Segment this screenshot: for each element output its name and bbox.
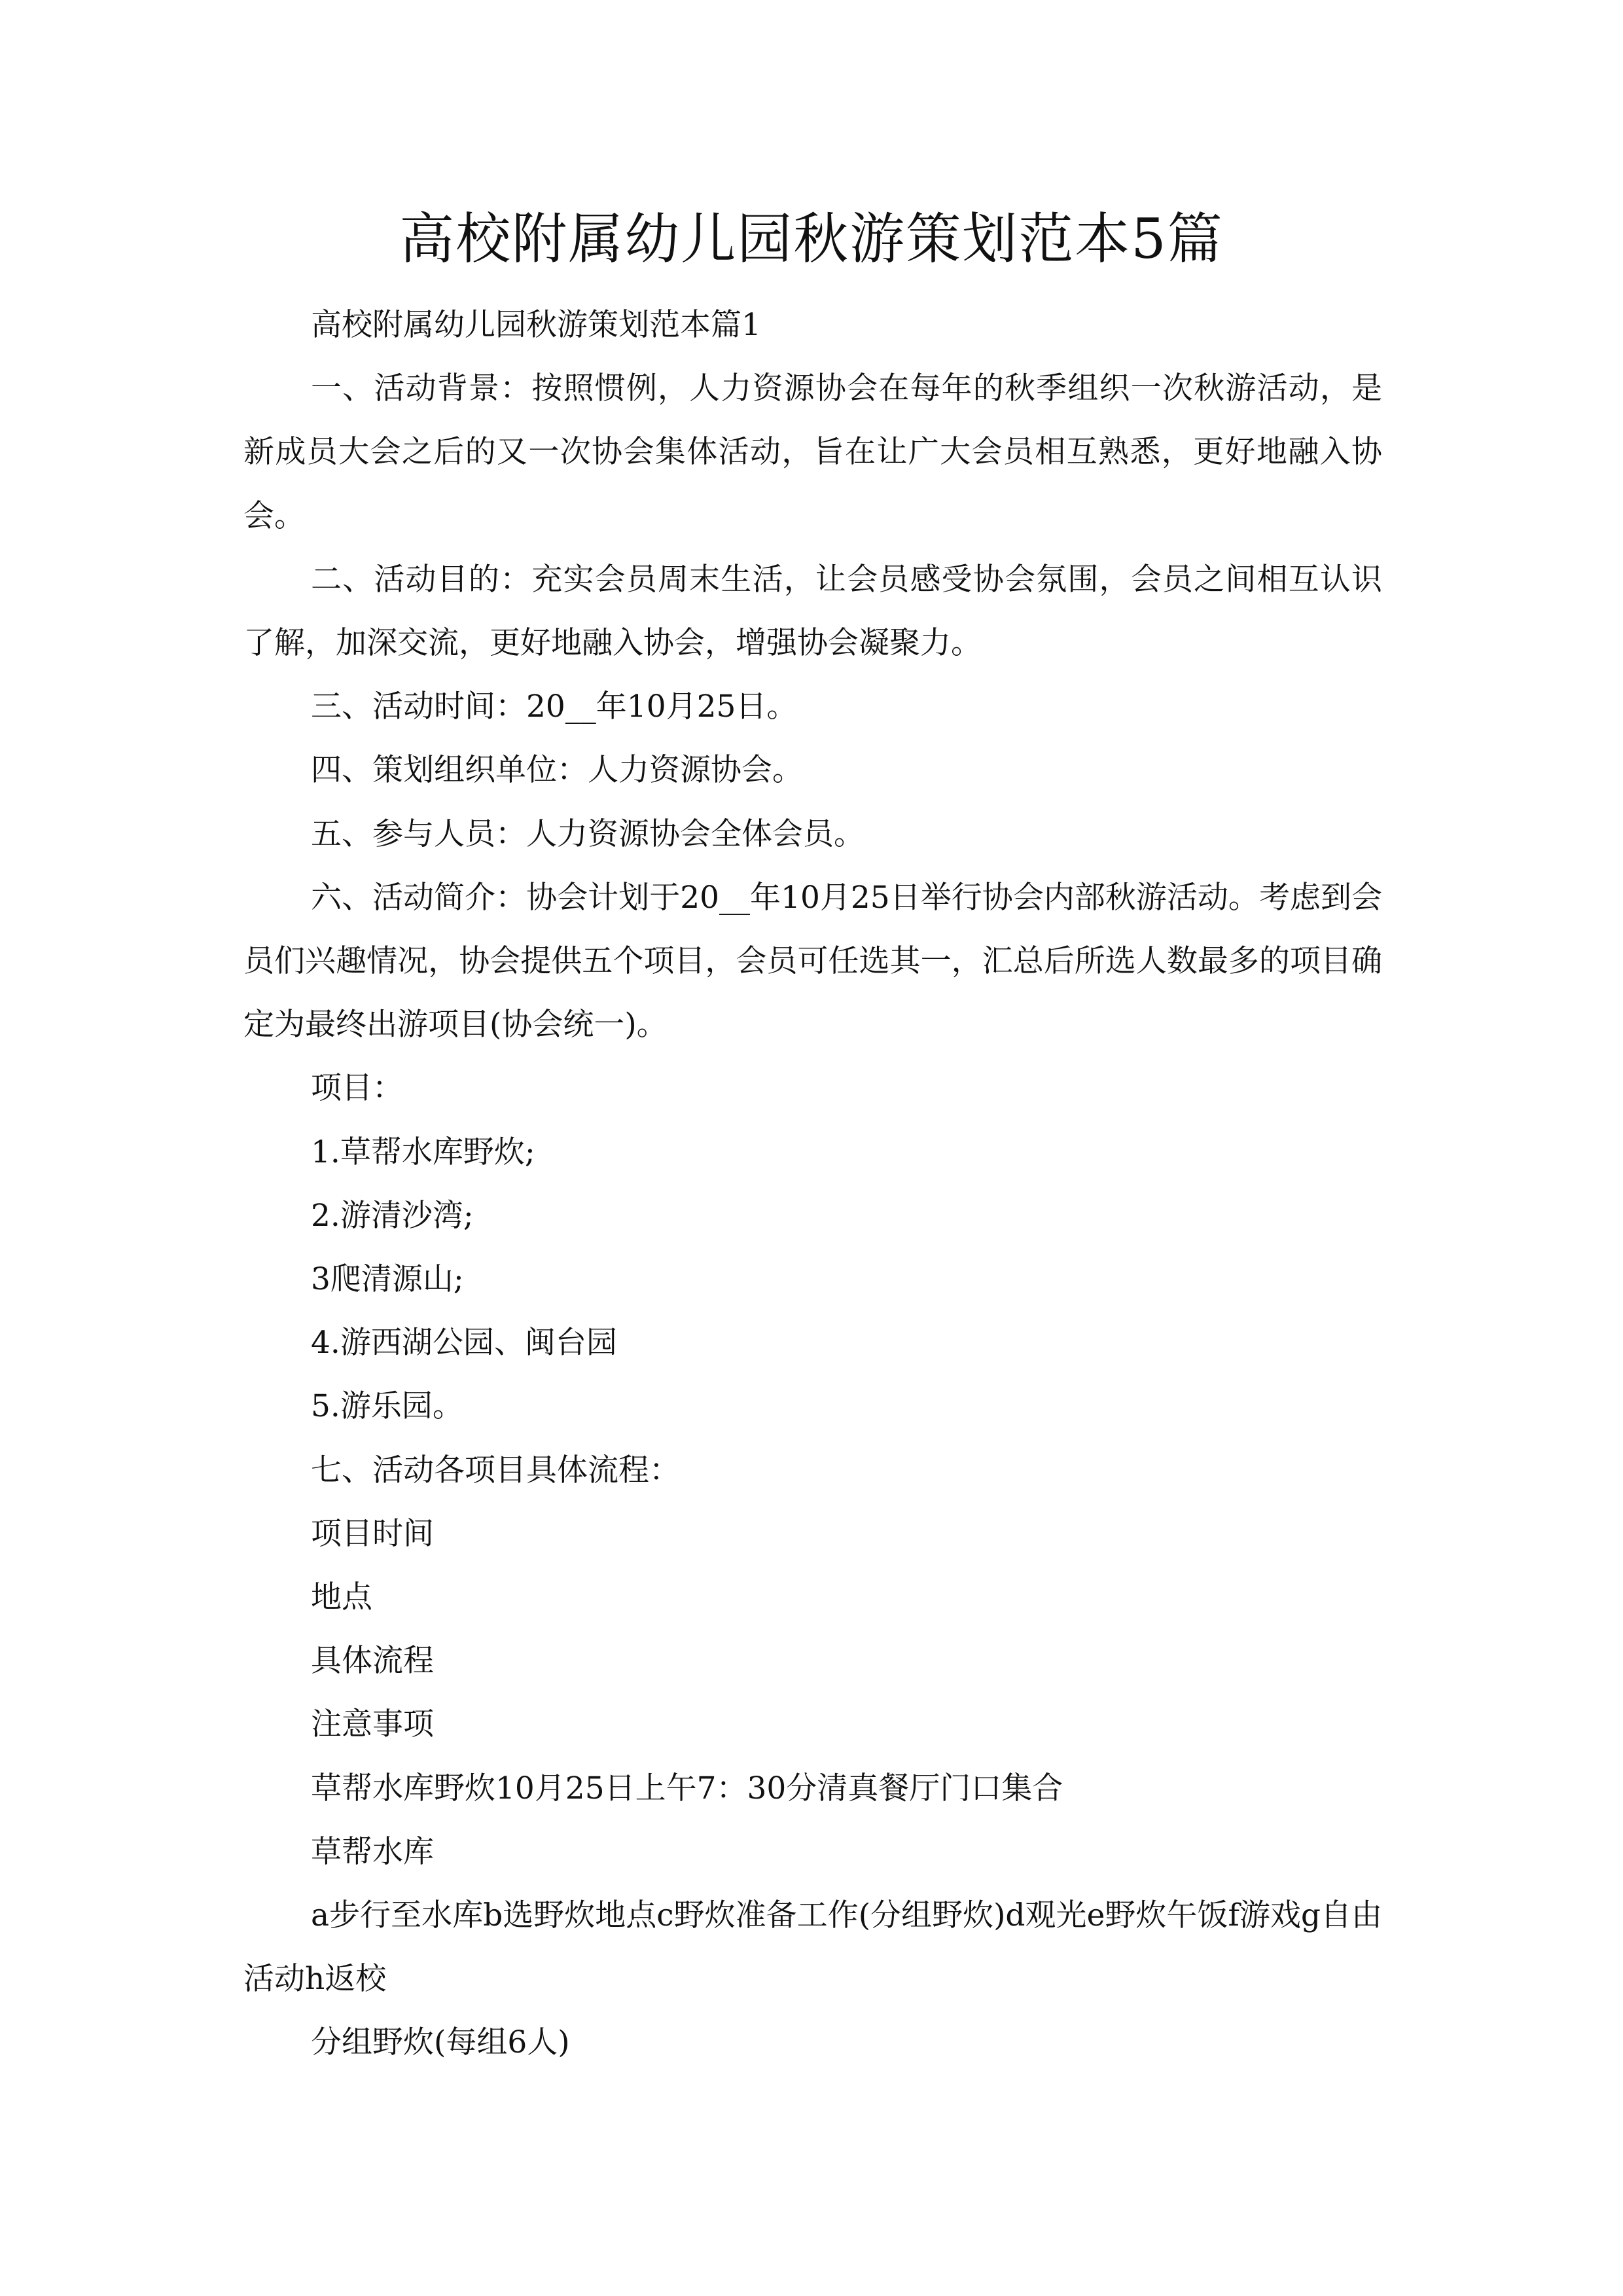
paragraph-participants: 五、参与人员：人力资源协会全体会员。 <box>311 816 865 852</box>
flow-heading: 七、活动各项目具体流程： <box>311 1452 680 1488</box>
project-item: 2.游清沙湾; <box>311 1197 474 1234</box>
project-item: 3爬清源山; <box>311 1261 464 1298</box>
project-item: 5.游乐园。 <box>311 1388 463 1425</box>
flow-column-label: 项目时间 <box>311 1515 434 1552</box>
flow-column-label: 具体流程 <box>311 1643 434 1679</box>
flow-column-label: 地点 <box>311 1579 372 1616</box>
project-item: 1.草帮水库野炊; <box>311 1134 535 1170</box>
document-body <box>243 293 1382 2075</box>
paragraph-organizer: 四、策划组织单位：人力资源协会。 <box>311 752 803 789</box>
flow-entry-time: 草帮水库野炊10月25日上午7：30分清真餐厅门口集合 <box>311 1770 1063 1806</box>
document-title: 高校附属幼儿园秋游策划范本5篇 <box>399 207 1224 271</box>
paragraph-intro: 六、活动简介：协会计划于20__年10月25日举行协会内部秋游活动。考虑到会员们兴趣情况，协会提供五个项目，会员可任选其一，汇总后所选人数最多的项目确定为最终出游项目(协会统一)。 <box>243 879 1382 1043</box>
paragraph-background: 一、活动背景：按照惯例，人力资源协会在每年的秋季组织一次秋游活动，是新成员大会之后的又一次协会集体活动，旨在让广大会员相互熟悉，更好地融入协会。 <box>243 370 1382 534</box>
flow-entry-location: 草帮水库 <box>311 1833 434 1870</box>
paragraph-time: 三、活动时间：20__年10月25日。 <box>311 689 798 725</box>
projects-label: 项目： <box>311 1070 403 1107</box>
flow-entry-steps: a步行至水库b选野炊地点c野炊准备工作(分组野炊)d观光e野炊午饭f游戏g自由活动h返校 <box>243 1897 1382 1998</box>
paragraph-purpose: 二、活动目的：充实会员周末生活，让会员感受协会氛围，会员之间相互认识了解，加深交流，更好地融入协会，增强协会凝聚力。 <box>243 561 1382 662</box>
flow-entry-note: 分组野炊(每组6人) <box>311 2024 570 2061</box>
section-subtitle: 高校附属幼儿园秋游策划范本篇1 <box>311 307 761 343</box>
flow-column-label: 注意事项 <box>311 1706 434 1743</box>
project-item: 4.游西湖公园、闽台园 <box>311 1325 617 1361</box>
